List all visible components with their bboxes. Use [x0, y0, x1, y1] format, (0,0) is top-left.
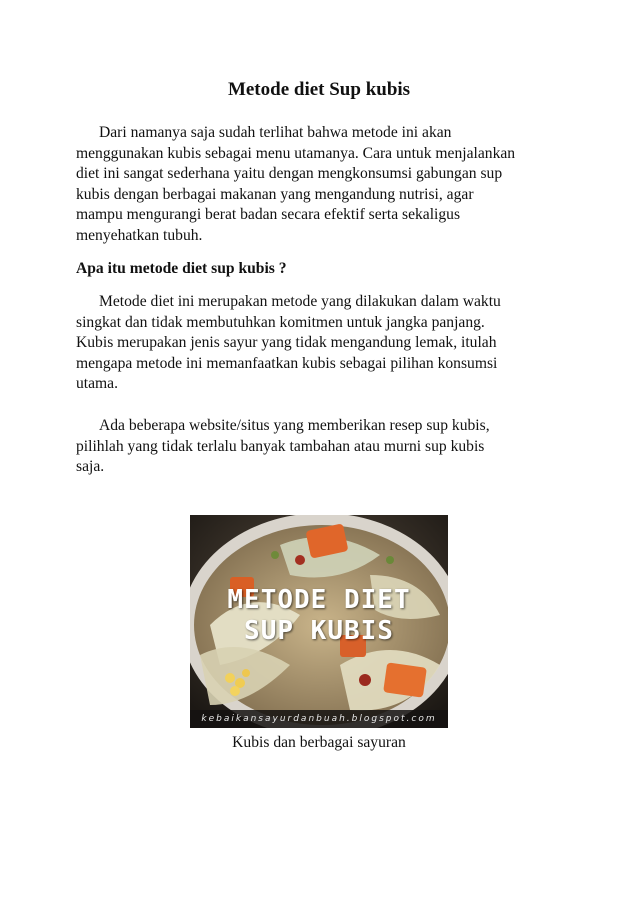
text-line: mampu mengurangi berat badan secara efektif serta sekaligus: [76, 206, 461, 224]
recipe-paragraph: [76, 416, 564, 478]
soup-photo: [190, 515, 448, 728]
text-line: utama.: [76, 375, 118, 393]
text-line: menggunakan kubis sebagai menu utamanya. Cara untuk menjalankan: [76, 144, 516, 162]
text-line: menyehatkan tubuh.: [76, 226, 203, 244]
watermark-text: kebaikansayurdanbuah.blogspot.com: [201, 714, 437, 724]
text-line: mengapa metode ini memanfaatkan kubis sebagai pilihan konsumsi: [76, 354, 498, 372]
text-line: pilihlah yang tidak terlalu banyak tambahan atau murni sup kubis: [76, 437, 485, 455]
text-line: singkat dan tidak membutuhkan komitmen untuk jangka panjang.: [76, 313, 485, 331]
overlay-title-line-1: METODE DIET: [227, 585, 411, 615]
text-line: Ada beberapa website/situs yang memberikan resep sup kubis,: [99, 417, 490, 434]
figure-caption: Kubis dan berbagai sayuran: [232, 734, 406, 751]
text-line: Kubis merupakan jenis sayur yang tidak mengandung lemak, itulah: [76, 334, 497, 352]
overlay-title-line-2: SUP KUBIS: [244, 616, 394, 646]
text-line: diet ini sangat sederhana yaitu dengan mengkonsumsi gabungan sup: [76, 165, 503, 183]
text-line: Metode diet ini merupakan metode yang dilakukan dalam waktu: [99, 293, 501, 310]
document-title: Metode diet Sup kubis: [227, 79, 411, 100]
text-line: kubis dengan berbagai makanan yang mengandung nutrisi, agar: [76, 185, 474, 203]
text-line: Dari namanya saja sudah terlihat bahwa metode ini akan: [99, 124, 452, 141]
intro-paragraph: [76, 123, 564, 247]
section-heading: Apa itu metode diet sup kubis ?: [76, 260, 287, 277]
definition-paragraph: [76, 292, 564, 395]
text-line: saja.: [76, 458, 105, 476]
